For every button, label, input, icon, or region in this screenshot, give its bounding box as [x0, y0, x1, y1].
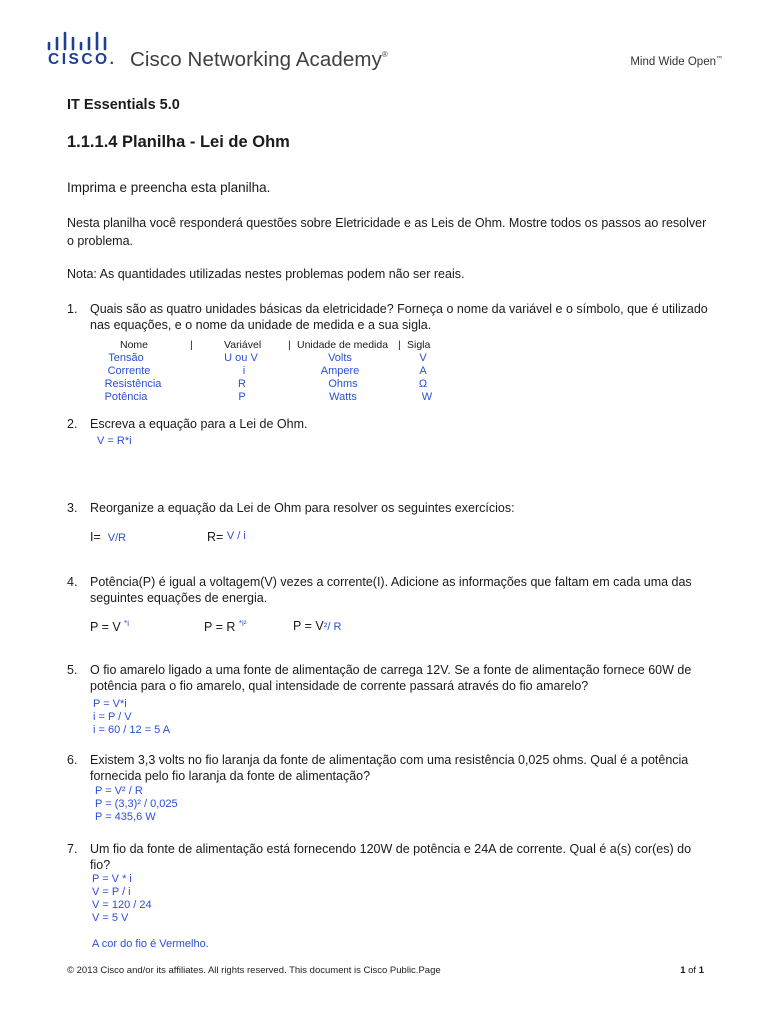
q4-text: Potência(P) é igual a voltagem(V) vezes a corrente(I). Adicione as informações que faltam em cada uma das seguintes equações de energia. [90, 575, 692, 605]
table-row [94, 378, 474, 391]
cell-variavel: U ou V [224, 352, 258, 364]
col-separator: | [190, 339, 193, 351]
q7-answers [92, 873, 152, 925]
col-header-unidade: Unidade de medida [297, 339, 389, 351]
cell-nome: Potência [104, 391, 148, 403]
q1-text: Quais são as quatro unidades básicas da eletricidade? Forneça o nome da variável e o símbolo, que é utilizado nas equações, e o nome da unidade de medida e a sua sigla. [90, 302, 708, 332]
answer-line: P = V² / R [95, 785, 143, 797]
q4-equation-1 [90, 619, 129, 634]
q5-text: O fio amarelo ligado a uma fonte de alimentação de carrega 12V. Se a fonte de alimentação fornece 60W de potência para o fio amarelo, qual intensidade de corrente passará através do fio amarelo? [90, 663, 692, 693]
cell-variavel: i [242, 365, 246, 377]
tagline: Mind Wide Open™ [630, 56, 722, 68]
page-current: 1 [680, 965, 686, 976]
cell-sigla: W [421, 391, 433, 403]
q4-eq2-answer: *i² [238, 619, 247, 628]
q4-eq3-label: P = V [293, 619, 324, 633]
answer-line: i = 60 / 12 = 5 A [93, 724, 171, 736]
footer-copyright: © 2013 Cisco and/or its affiliates. All rights reserved. This document is Cisco Public.Page [67, 965, 441, 976]
col-separator: | [398, 339, 401, 351]
units-table [94, 352, 474, 404]
cell-unidade: Ohms [328, 378, 358, 390]
q4-equation-3 [293, 619, 341, 633]
cell-unidade: Watts [329, 391, 357, 403]
note-text: Nota: As quantidades utilizadas nestes problemas podem não ser reais. [67, 267, 465, 281]
q3-r-label: R= [207, 530, 224, 544]
col-header-sigla: Sigla [407, 339, 431, 351]
col-header-variavel: Variável [224, 339, 262, 351]
cell-nome: Tensão [108, 352, 144, 364]
answer-line: P = V * i [92, 873, 132, 885]
q2-answer: V = R*i [97, 435, 132, 447]
q4-eq1-answer: *i [124, 619, 130, 628]
q2-text: Escreva a equação para a Lei de Ohm. [90, 417, 308, 431]
q4-number: 4. [67, 575, 78, 589]
q7-conclusion: A cor do fio é Vermelho. [92, 938, 209, 950]
q4-equation-2 [204, 619, 246, 634]
answer-line: P = (3,3)² / 0,025 [95, 798, 178, 810]
cell-sigla: Ω [418, 378, 428, 390]
q3-r-equation [207, 530, 246, 544]
cell-nome: Corrente [107, 365, 151, 377]
q4-eq3-answer: ²/ R [323, 621, 342, 633]
answer-line: i = P / V [93, 711, 132, 723]
q2-number: 2. [67, 417, 78, 431]
cisco-wordmark: CISCO. [48, 51, 117, 68]
page-of: of [685, 965, 699, 976]
table-row [94, 352, 474, 365]
q3-i-equation [90, 530, 126, 544]
cisco-bars-logo [46, 31, 112, 51]
cell-unidade: Volts [328, 352, 352, 364]
cell-nome: Resistência [104, 378, 162, 390]
answer-line: P = 435,6 W [95, 811, 156, 823]
q1-number: 1. [67, 302, 78, 316]
description-text: Nesta planilha você responderá questões sobre Eletricidade e as Leis de Ohm. Mostre todos os passos ao resolver o problema. [67, 216, 707, 248]
q6-answers [95, 785, 178, 824]
cell-variavel: R [238, 378, 246, 390]
q3-number: 3. [67, 501, 78, 515]
academy-name: Cisco Networking Academy® [130, 48, 388, 71]
q3-i-answer: V/R [107, 532, 127, 544]
course-title: IT Essentials 5.0 [67, 97, 180, 113]
table-row [94, 391, 474, 404]
page-title: 1.1.1.4 Planilha - Lei de Ohm [67, 133, 290, 151]
page-indicator [680, 965, 704, 976]
answer-line: V = 5 V [92, 912, 129, 924]
q7-text: Um fio da fonte de alimentação está fornecendo 120W de potência e 24A de corrente. Qual é a(s) cor(es) do fio? [90, 842, 692, 872]
answer-line: V = P / i [92, 886, 131, 898]
q4-eq2-label: P = R [204, 620, 239, 635]
col-header-nome: Nome [120, 339, 149, 351]
answer-line: P = V*i [93, 698, 127, 710]
cell-sigla: V [419, 352, 427, 364]
cell-unidade: Ampere [320, 365, 360, 377]
q3-r-answer: V / i [226, 530, 246, 542]
cell-variavel: P [238, 391, 246, 403]
q3-i-label: I= [90, 530, 101, 544]
q5-answers [93, 698, 170, 737]
table-row [94, 365, 474, 378]
q6-text: Existem 3,3 volts no fio laranja da fonte de alimentação com uma resistência 0,025 ohms. Qual é a potência fornecida pelo fio laranja da fonte de alimentação? [90, 753, 689, 783]
q3-text: Reorganize a equação da Lei de Ohm para resolver os seguintes exercícios: [90, 501, 515, 515]
q5-number: 5. [67, 663, 78, 677]
page-total: 1 [698, 965, 704, 976]
col-separator: | [288, 339, 291, 351]
intro-text: Imprima e preencha esta planilha. [67, 180, 271, 195]
q7-number: 7. [67, 842, 78, 856]
q6-number: 6. [67, 753, 78, 767]
q4-eq1-label: P = V [90, 620, 125, 635]
answer-line: V = 120 / 24 [92, 899, 152, 911]
cell-sigla: A [419, 365, 427, 377]
